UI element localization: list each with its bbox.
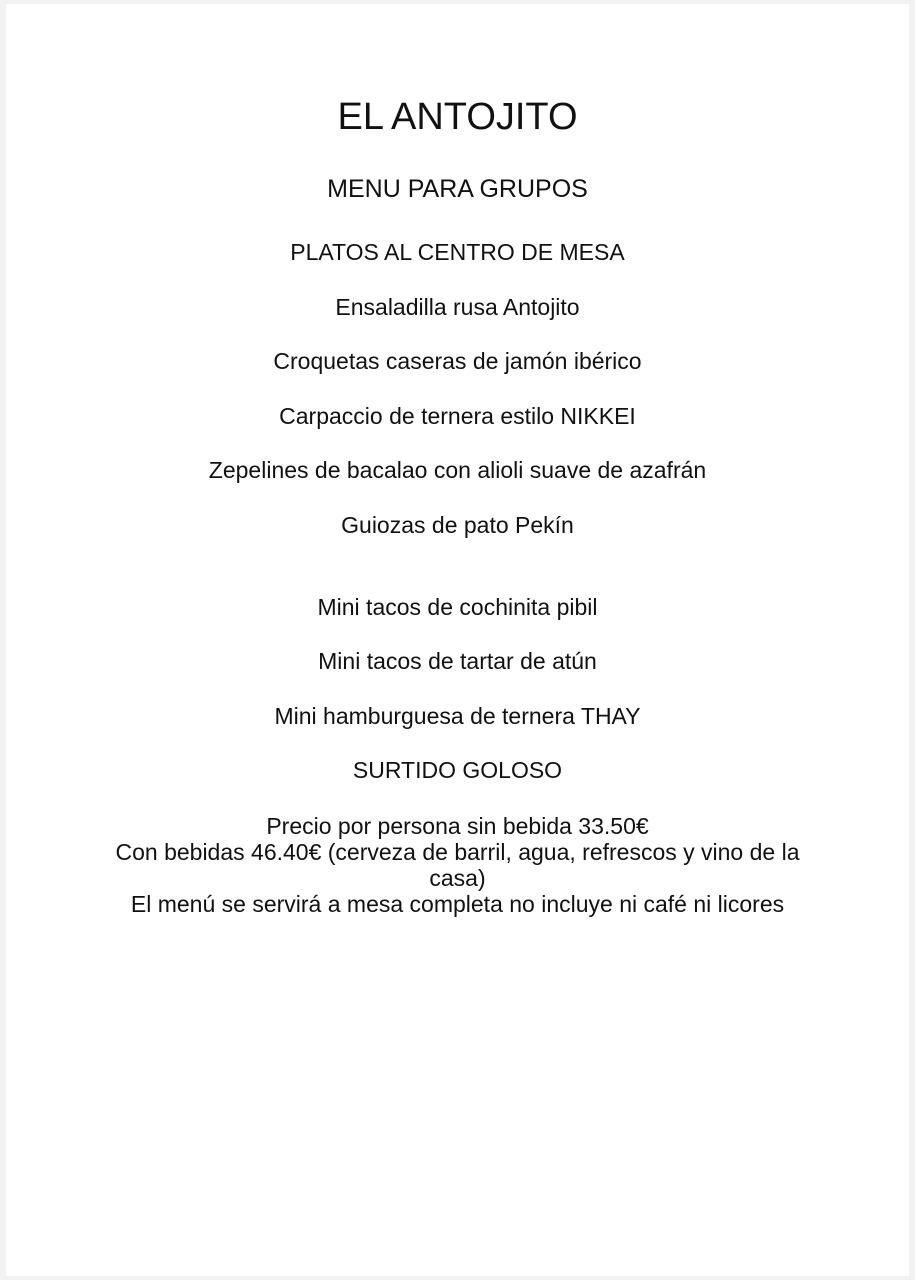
section-title: PLATOS AL CENTRO DE MESA	[290, 239, 625, 265]
dessert-title: SURTIDO GOLOSO	[352, 757, 563, 783]
price-without-drinks: Precio por persona sin bebida 33.50€	[266, 813, 649, 839]
dish-item: Mini tacos de tartar de atún	[318, 648, 597, 674]
dish-item: Mini tacos de cochinita pibil	[317, 594, 598, 620]
dish-item: Mini hamburguesa de ternera THAY	[274, 703, 641, 729]
restaurant-name: EL ANTOJITO	[337, 96, 578, 138]
price-with-drinks: Con bebidas 46.40€ (cerveza de barril, agua, refrescos y vino de la casa)	[115, 839, 800, 891]
dish-item: Zepelines de bacalao con alioli suave de azafrán	[208, 457, 707, 483]
menu-title: MENU PARA GRUPOS	[327, 175, 588, 203]
dish-item: Carpaccio de ternera estilo NIKKEI	[279, 403, 636, 429]
pricing-block	[6, 813, 909, 917]
service-note: El menú se servirá a mesa completa no incluye ni café ni licores	[130, 891, 785, 917]
dish-item: Guiozas de pato Pekín	[341, 512, 574, 538]
dish-item: Croquetas caseras de jamón ibérico	[273, 348, 642, 374]
menu-page	[6, 4, 909, 1276]
dish-item: Ensaladilla rusa Antojito	[335, 294, 580, 320]
